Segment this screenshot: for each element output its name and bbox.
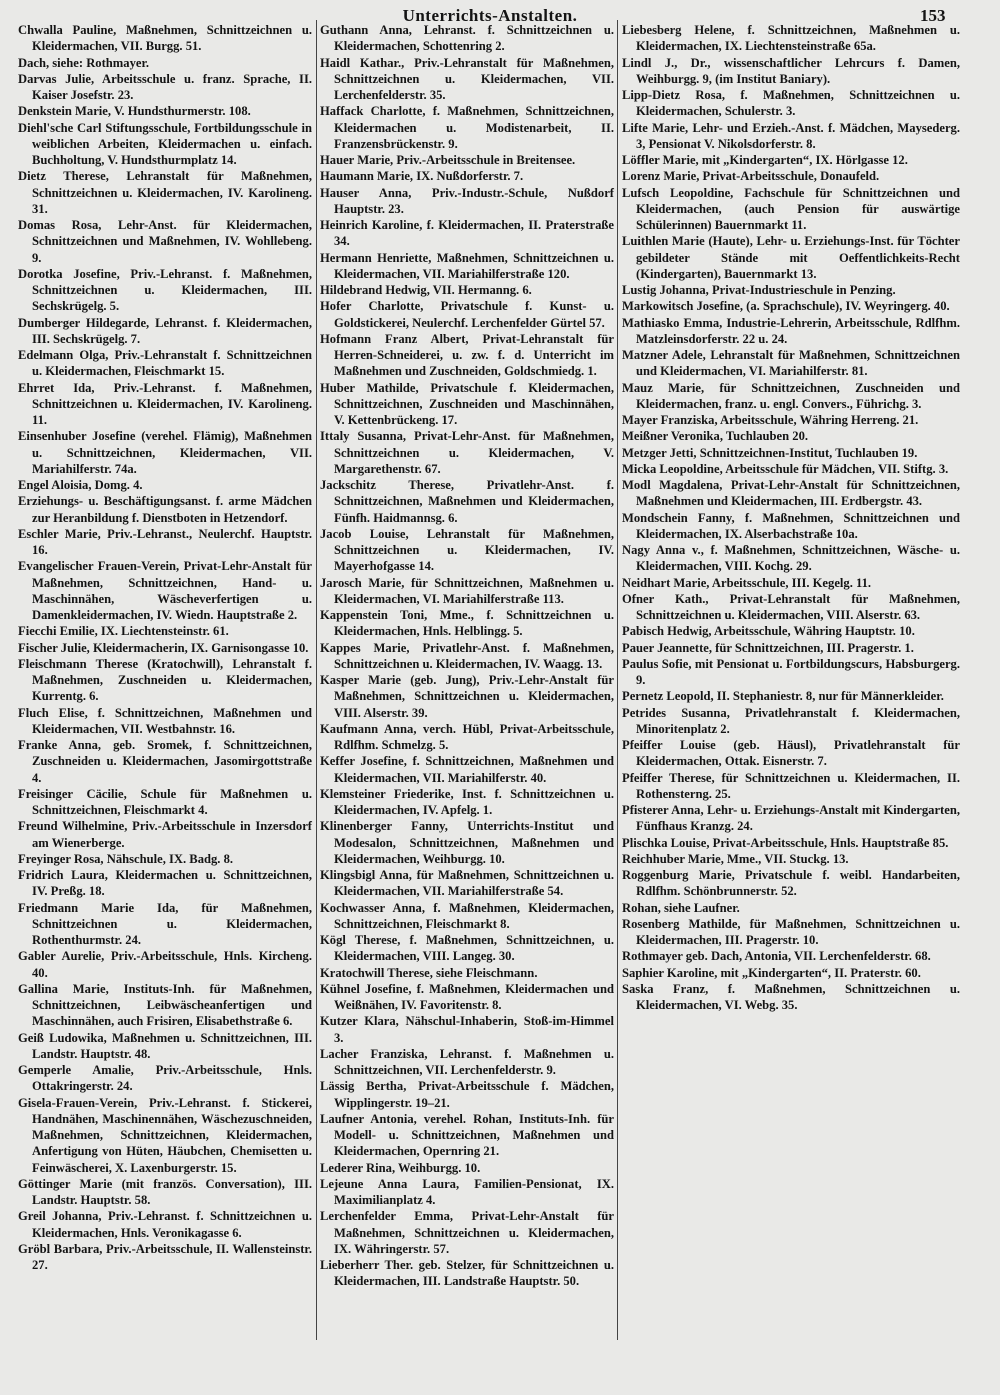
directory-entry: Lerchenfelder Emma, Privat-Lehr-Anstalt für Maßnehmen, Schnittzeichnen u. Kleidermachen, IX. Währingerstr. 57. [320,1209,614,1256]
directory-entry: Hildebrand Hedwig, VII. Hermanng. 6. [320,283,532,297]
directory-entry: Franke Anna, geb. Sromek, f. Schnittzeichnen, Zuschneiden u. Kleidermachen, Jasomirgottstraße 4. [18,738,312,785]
directory-entry: Pabisch Hedwig, Arbeitsschule, Währing Hauptstr. 10. [622,624,915,639]
directory-entry: Pfeiffer Therese, für Schnittzeichnen u. Kleidermachen, II. Rothensterng. 25. [622,770,960,801]
directory-entry: Haidl Kathar., Priv.-Lehranstalt für Maßnehmen, Schnittzeichnen u. Kleidermachen, VII. Lerchenfelderstr. 35. [320,55,614,102]
directory-entry: Hofer Charlotte, Privatschule f. Kunst- u. Goldstickerei, Neulerchf. Lerchenfelder Gürtel 57. [320,299,614,330]
directory-entry: Mauz Marie, für Schnittzeichnen, Zuschneiden und Kleidermachen, franz. u. engl. Convers., Führichg. 3. [622,380,960,411]
directory-entry: Dietz Therese, Lehranstalt für Maßnehmen, Schnittzeichnen u. Kleidermachen, IV. Karolineng. 31. [18,169,312,216]
directory-entry: Friedmann Marie Ida, für Maßnehmen, Schnittzeichnen u. Kleidermachen, Rothenthurmstr. 24. [18,900,312,947]
directory-entry: Fischer Julie, Kleidermacherin, IX. Garnisongasse 10. [18,640,309,655]
directory-entry: Fleischmann Therese (Kratochwill), Lehranstalt f. Maßnehmen, Zuschneiden u. Kleidermachen, Kurrentg. 6. [18,656,312,704]
directory-entry: Jackschitz Therese, Privatlehr-Anst. f. Schnittzeichnen, Maßnehmen und Kleidermachen, Fünfh. Haidmannsg. 6. [320,478,614,525]
directory-entry: Gisela-Frauen-Verein, Priv.-Lehranst. f. Stickerei, Handnähen, Maschinennähen, Wäschezuschneiden, Maßnehmen, Schnittzeichnen, Kleidermachen, Anfertigung von Hüten, Häubchen, Chemisetten u. Feinwäscherei, X. Laxenburgerstr. 15. [18,1095,312,1175]
directory-entry: Evangelischer Frauen-Verein, Privat-Lehr-Anstalt für Maßnehmen, Schnittzeichnen, Hand- u. Maschinnähen, Wäscheverfertigen u. Damenkleidermachen, IV. Wiedn. Hauptstraße 2. [18,559,312,622]
directory-entry: Denkstein Marie, V. Hundsthurmerstr. 108. [18,104,251,119]
directory-entry: Diehl'sche Carl Stiftungsschule, Fortbildungsschule in weiblichen Arbeiten, Kleidermachen u. einfach. Buchholtung, V. Hundsthurmplatz 14. [18,120,312,167]
directory-entry: Kögl Therese, f. Maßnehmen, Schnittzeichnen, u. Kleidermachen, VIII. Langeg. 30. [320,933,614,964]
directory-entry: Kühnel Josefine, f. Maßnehmen, Kleidermachen und Weißnähen, IV. Favoritenstr. 8. [320,981,614,1012]
page-number: 153 [920,6,946,25]
directory-entry: Göttinger Marie (mit französ. Conversation), III. Landstr. Hauptstr. 58. [18,1176,312,1207]
directory-entry: Lacher Franziska, Lehranst. f. Maßnehmen u. Schnittzeichnen, VII. Lerchenfelderstr. 9. [320,1046,614,1077]
directory-entry: Freisinger Cäcilie, Schule für Maßnehmen u. Schnittzeichnen, Fleischmarkt 4. [18,786,312,817]
directory-entry: Pfisterer Anna, Lehr- u. Erziehungs-Anstalt mit Kindergarten, Fünfhaus Kranzg. 24. [622,803,960,834]
directory-entry: Lässig Bertha, Privat-Arbeitsschule f. Mädchen, Wipplingerstr. 19–21. [320,1079,614,1110]
directory-entry: Lustig Johanna, Privat-Industrieschule in Penzing. [622,283,896,297]
directory-entry: Dach, siehe: Rothmayer. [18,55,150,70]
directory-entry: Lejeune Anna Laura, Familien-Pensionat, IX. Maximilianplatz 4. [320,1176,614,1207]
directory-entry: Edelmann Olga, Priv.-Lehranstalt f. Schnittzeichnen u. Kleidermachen, Fleischmarkt 15. [18,348,312,379]
directory-entry: Klingsbigl Anna, für Maßnehmen, Schnittzeichnen u. Kleidermachen, VII. Mariahilferstraße 54. [320,868,614,899]
directory-entry: Metzger Jetti, Schnittzeichnen-Institut, Tuchlauben 19. [622,445,918,460]
directory-entry: Saska Franz, f. Maßnehmen, Schnittzeichnen u. Kleidermachen, VI. Webg. 35. [622,981,960,1012]
directory-entry: Greil Johanna, Priv.-Lehranst. f. Schnittzeichnen u. Kleidermachen, Hnls. Veronikagasse 6. [18,1209,312,1240]
column-divider [617,20,618,1340]
directory-entry: Fridrich Laura, Kleidermachen u. Schnittzeichnen, IV. Preßg. 18. [18,868,312,899]
directory-entry: Rosenberg Mathilde, für Maßnehmen, Schnittzeichnen u. Kleidermachen, III. Pragerstr. 10. [622,916,960,947]
directory-entry: Jarosch Marie, für Schnittzeichnen, Maßnehmen u. Kleidermachen, VI. Mariahilferstraße 113. [320,575,614,606]
page-title: Unterrichts-Anstalten. [402,6,578,25]
directory-entry: Freund Wilhelmine, Priv.-Arbeitsschule in Inzersdorf am Wienerberge. [18,819,312,850]
directory-entry: Petrides Susanna, Privatlehranstalt f. Kleidermachen, Minoritenplatz 2. [622,705,960,736]
directory-entry: Mayer Franziska, Arbeitsschule, Währing Herreng. 21. [622,413,919,427]
directory-entry: Rothmayer geb. Dach, Antonia, VII. Lerchenfelderstr. 68. [622,949,931,964]
directory-entry: Erziehungs- u. Beschäftigungsanst. f. arme Mädchen zur Heranbildung f. Dienstboten in Hetzendorf. [18,494,312,525]
directory-entry: Hauer Marie, Priv.-Arbeitsschule in Breitensee. [320,153,576,167]
directory-entry: Klinenberger Fanny, Unterrichts-Institut und Modesalon, Schnittzeichnen, Maßnehmen und Kleidermachen, Weihburgg. 10. [320,819,614,866]
directory-entry: Modl Magdalena, Privat-Lehr-Anstalt für Schnittzeichnen, Maßnehmen und Kleidermachen, III. Erdbergstr. 43. [622,478,960,509]
directory-entry: Lipp-Dietz Rosa, f. Maßnehmen, Schnittzeichnen u. Kleidermachen, Schulerstr. 3. [622,88,960,119]
directory-entry: Haffack Charlotte, f. Maßnehmen, Schnittzeichnen, Kleidermachen u. Modistenarbeit, II. Franzensbrückenstr. 9. [320,104,614,151]
directory-entry: Keffer Josefine, f. Schnittzeichnen, Maßnehmen und Kleidermachen, VII. Mariahilferstr. 40. [320,754,614,785]
directory-entry: Fluch Elise, f. Schnittzeichnen, Maßnehmen und Kleidermachen, VII. Westbahnstr. 16. [18,705,312,736]
column-2 [320,22,614,1290]
directory-entry: Fiecchi Emilie, IX. Liechtensteinstr. 61. [18,624,229,639]
directory-entry: Gallina Marie, Instituts-Inh. für Maßnehmen, Schnittzeichnen, Leibwäscheanfertigen und Maschinnähen, auch Frisiren, Elisabethstraße 6. [18,981,312,1029]
directory-entry: Reichhuber Marie, Mme., VII. Stuckg. 13. [622,851,849,866]
directory-entry: Kasper Marie (geb. Jung), Priv.-Lehr-Anstalt für Maßnehmen, Schnittzeichnen u. Kleidermachen, VIII. Alserstr. 39. [320,673,614,720]
directory-entry: Kutzer Klara, Nähschul-Inhaberin, Stoß-im-Himmel 3. [320,1014,614,1045]
directory-entry: Einsenhuber Josefine (verehel. Flämig), Maßnehmen u. Schnittzeichnen, Kleidermachen, VII. Mariahilferstr. 74a. [18,429,312,476]
directory-entry: Heinrich Karoline, f. Kleidermachen, II. Praterstraße 34. [320,218,614,249]
directory-entry: Lifte Marie, Lehr- und Erzieh.-Anst. f. Mädchen, Maysederg. 3, Pensionat V. Nikolsdorferstr. 8. [622,120,960,151]
directory-entry: Gemperle Amalie, Priv.-Arbeitsschule, Hnls. Ottakringerstr. 24. [18,1063,312,1094]
directory-entry: Hermann Henriette, Maßnehmen, Schnittzeichnen u. Kleidermachen, VII. Mariahilferstraße 120. [320,250,614,281]
directory-entry: Lederer Rina, Weihburgg. 10. [320,1160,481,1175]
directory-entry: Saphier Karoline, mit „Kindergarten“, II. Praterstr. 60. [622,965,921,980]
directory-entry: Lindl J., Dr., wissenschaftlicher Lehrcurs f. Damen, Weihburgg. 9, (im Institut Baniary). [622,55,960,86]
directory-entry: Haumann Marie, IX. Nußdorferstr. 7. [320,169,524,184]
directory-entry: Mathiasko Emma, Industrie-Lehrerin, Arbeitsschule, Rdlfhm. Matzleinsdorferstr. 22 u. 24. [622,315,960,346]
column-1 [18,22,312,1273]
directory-entry: Hofmann Franz Albert, Privat-Lehranstalt für Herren-Schneiderei, u. zw. f. d. Unterricht im Maßnehmen und Zuschneiden, Goldschmiedg. 1. [320,331,614,379]
directory-entry: Darvas Julie, Arbeitsschule u. franz. Sprache, II. Kaiser Josefstr. 23. [18,71,312,102]
directory-entry: Eschler Marie, Priv.-Lehranst., Neulerchf. Hauptstr. 16. [18,526,312,557]
directory-entry: Matzner Adele, Lehranstalt für Maßnehmen, Schnittzeichnen und Kleidermachen, VI. Mariahilferstr. 81. [622,348,960,379]
directory-entry: Pfeiffer Louise (geb. Häusl), Privatlehranstalt für Kleidermachen, Ottak. Eisnerstr. 7. [622,738,960,769]
directory-entry: Lorenz Marie, Privat-Arbeitsschule, Donaufeld. [622,169,880,184]
directory-entry: Gröbl Barbara, Priv.-Arbeitsschule, II. Wallensteinstr. 27. [18,1241,312,1272]
directory-entry: Micka Leopoldine, Arbeitsschule für Mädchen, VII. Stiftg. 3. [622,461,949,476]
directory-entry: Kochwasser Anna, f. Maßnehmen, Kleidermachen, Schnittzeichnen, Fleischmarkt 8. [320,900,614,931]
directory-entry: Dorotka Josefine, Priv.-Lehranst. f. Maßnehmen, Schnittzeichnen u. Kleidermachen, III. Sechskrügelg. 5. [18,266,312,314]
directory-entry: Pauer Jeannette, für Schnittzeichnen, III. Pragerstr. 1. [622,640,914,655]
directory-entry: Plischka Louise, Privat-Arbeitsschule, Hnls. Hauptstraße 85. [622,835,949,850]
directory-entry: Hauser Anna, Priv.-Industr.-Schule, Nußdorf Hauptstr. 23. [320,185,614,216]
directory-entry: Rohan, siehe Laufner. [622,900,740,915]
directory-entry: Meißner Veronika, Tuchlauben 20. [622,429,809,444]
column-divider [316,20,317,1340]
directory-entry: Lieberherr Ther. geb. Stelzer, für Schnittzeichnen u. Kleidermachen, III. Landstraße Hauptstr. 50. [320,1258,614,1289]
directory-entry: Markowitsch Josefine, (a. Sprachschule), IV. Weyringerg. 40. [622,299,950,314]
directory-entry: Liebesberg Helene, f. Schnittzeichnen, Maßnehmen u. Kleidermachen, IX. Liechtensteinstraße 65a. [622,23,960,54]
directory-entry: Laufner Antonia, verehel. Rohan, Instituts-Inh. für Modell- u. Schnittzeichnen, Maßnehmen und Kleidermachen, Opernring 21. [320,1111,614,1159]
directory-entry: Pernetz Leopold, II. Stephaniestr. 8, nur für Männerkleider. [622,689,944,704]
directory-entry: Paulus Sofie, mit Pensionat u. Fortbildungscurs, Habsburgerg. 9. [622,656,960,687]
directory-entry: Huber Mathilde, Privatschule f. Kleidermachen, Schnittzeichnen, Zuschneiden und Maschinnähen, V. Kettenbrückeng. 17. [320,380,614,427]
directory-entry: Ehrret Ida, Priv.-Lehranst. f. Maßnehmen, Schnittzeichnen u. Kleidermachen, IV. Karolineng. 11. [18,380,312,427]
directory-entry: Chwalla Pauline, Maßnehmen, Schnittzeichnen u. Kleidermachen, VII. Burgg. 51. [18,23,312,54]
directory-entry: Kratochwill Therese, siehe Fleischmann. [320,965,538,980]
directory-entry: Klemsteiner Friederike, Inst. f. Schnittzeichnen u. Kleidermachen, IV. Apfelg. 1. [320,786,614,817]
directory-entry: Geiß Ludowika, Maßnehmen u. Schnittzeichnen, III. Landstr. Hauptstr. 48. [18,1030,312,1061]
directory-entry: Kappes Marie, Privatlehr-Anst. f. Maßnehmen, Schnittzeichnen u. Kleidermachen, IV. Waagg. 13. [320,640,614,671]
directory-entry: Löffler Marie, mit „Kindergarten“, IX. Hörlgasse 12. [622,153,908,167]
directory-entry: Lufsch Leopoldine, Fachschule für Schnittzeichnen und Kleidermachen, (auch Pension für auswärtige Schülerinnen) Bauernmarkt 11. [622,185,960,232]
column-3 [622,22,960,1013]
directory-entry: Kappenstein Toni, Mme., f. Schnittzeichnen u. Kleidermachen, Hnls. Helblingg. 5. [320,608,614,639]
directory-entry: Freyinger Rosa, Nähschule, IX. Badg. 8. [18,851,234,866]
directory-entry: Engel Aloisia, Domg. 4. [18,478,143,492]
directory-entry: Mondschein Fanny, f. Maßnehmen, Schnittzeichnen und Kleidermachen, IX. Alserbachstraße 10a. [622,510,960,541]
directory-entry: Nagy Anna v., f. Maßnehmen, Schnittzeichnen, Wäsche- u. Kleidermachen, VIII. Kochg. 29. [622,543,960,574]
directory-entry: Guthann Anna, Lehranst. f. Schnittzeichnen u. Kleidermachen, Schottenring 2. [320,23,614,54]
directory-entry: Domas Rosa, Lehr-Anst. für Kleidermachen, Schnittzeichnen und Maßnehmen, IV. Wohllebeng. 9. [18,218,312,265]
directory-entry: Luithlen Marie (Haute), Lehr- u. Erziehungs-Inst. für Töchter gebildeter Stände mit Oeffentlichkeits-Recht (Kindergarten), Bauernmarkt 13. [622,234,960,281]
directory-entry: Ittaly Susanna, Privat-Lehr-Anst. für Maßnehmen, Schnittzeichnen u. Kleidermachen, V. Margarethenstr. 67. [320,429,614,476]
directory-entry: Dumberger Hildegarde, Lehranst. f. Kleidermachen, III. Sechskrügelg. 7. [18,315,312,346]
directory-entry: Roggenburg Marie, Privatschule f. weibl. Handarbeiten, Rdlfhm. Schönbrunnerstr. 52. [622,868,960,899]
directory-entry: Gabler Aurelie, Priv.-Arbeitsschule, Hnls. Kircheng. 40. [18,949,312,980]
directory-entry: Neidhart Marie, Arbeitsschule, III. Kegelg. 11. [622,575,872,590]
directory-entry: Jacob Louise, Lehranstalt für Maßnehmen, Schnittzeichnen u. Kleidermachen, IV. Mayerhofgasse 14. [320,526,614,574]
directory-entry: Kaufmann Anna, verch. Hübl, Privat-Arbeitsschule, Rdlfhm. Schmelzg. 5. [320,721,614,752]
directory-entry: Ofner Kath., Privat-Lehranstalt für Maßnehmen, Schnittzeichnen u. Kleidermachen, VIII. Alserstr. 63. [622,591,960,622]
